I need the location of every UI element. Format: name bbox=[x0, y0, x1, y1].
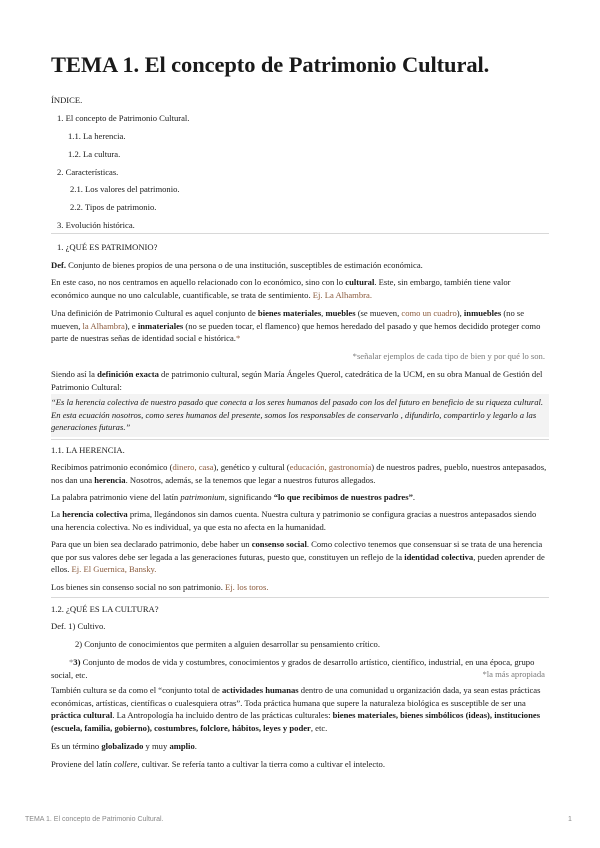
bold-text: 3) bbox=[73, 657, 81, 667]
paragraph-exact-definition bbox=[51, 368, 549, 393]
divider bbox=[51, 233, 549, 234]
text: dentro de una comunidad u organización dada, ya sean estas prácticas económicas, artísticas, científicas o cualesquiera otras”. Toda práctica humana que supere la naturaleza biológica es susceptible de ser una bbox=[51, 685, 541, 708]
paragraph-cultura-2 bbox=[51, 740, 549, 753]
paragraph-herencia-5 bbox=[51, 581, 549, 594]
bold-text: cultural bbox=[345, 277, 375, 287]
asterisk: * bbox=[69, 657, 74, 667]
text: (se mueven, bbox=[355, 308, 402, 318]
bold-text: actividades humanas bbox=[221, 685, 299, 695]
example-note: educación, gastronomía bbox=[289, 462, 372, 472]
text: Siendo así la bbox=[51, 369, 98, 379]
text: En este caso, no nos centramos en aquello relacionado con lo económico, sino con lo bbox=[51, 277, 346, 287]
text: . Este, sin embargo, también tiene valor económico aunque no uno calculable, cuantificable, se trata de sentimiento. bbox=[51, 277, 511, 300]
text: ), genético y cultural ( bbox=[213, 462, 290, 472]
example-note: dinero, casa bbox=[172, 462, 214, 472]
bold-text: herencia bbox=[94, 474, 126, 485]
divider bbox=[51, 439, 549, 440]
text: Una definición de Patrimonio Cultural es aquel conjunto de bbox=[51, 308, 258, 318]
example-note: Ej. El Guernica, Bansky. bbox=[71, 564, 157, 575]
section-heading-patrimonio: 1. ¿QUÉ ES PATRIMONIO? bbox=[57, 242, 158, 252]
bold-text: muebles bbox=[325, 308, 356, 318]
index-item-2-1: 2.1. Los valores del patrimonio. bbox=[70, 184, 180, 194]
text: (no se mueven, bbox=[51, 308, 525, 331]
page-title: TEMA 1. El concepto de Patrimonio Cultural. bbox=[51, 52, 490, 77]
example-note: Ej. La Alhambra. bbox=[312, 289, 372, 300]
index-item-2-2: 2.2. Tipos de patrimonio. bbox=[70, 202, 157, 212]
text: , significando bbox=[224, 492, 274, 502]
text: . bbox=[194, 741, 197, 751]
text: y muy bbox=[143, 741, 170, 751]
definition-paragraph bbox=[51, 259, 549, 272]
definition-2: 2) Conjunto de conocimientos que permiten a alguien desarrollar su pensamiento crítico. bbox=[75, 639, 380, 649]
paragraph-herencia-1 bbox=[51, 461, 549, 486]
index-item-1-2: 1.2. La cultura. bbox=[68, 149, 121, 159]
text: ), e bbox=[124, 320, 138, 331]
text: . bbox=[412, 492, 416, 502]
paragraph-cultura-3 bbox=[51, 758, 549, 771]
bold-text: inmateriales bbox=[137, 320, 184, 331]
text: ), bbox=[456, 308, 464, 318]
text: , pueden aprender de ellos. bbox=[51, 551, 545, 575]
side-note: *señalar ejemplos de cada tipo de bien y por qué lo son. bbox=[352, 351, 545, 361]
index-heading: ÍNDICE. bbox=[51, 95, 83, 105]
bold-text: inmuebles bbox=[463, 308, 502, 318]
index-item-1-1: 1.1. La herencia. bbox=[68, 131, 126, 141]
text: ) de nuestros padres, pueblo, nuestros antepasados, nos dan una bbox=[51, 462, 547, 485]
italic-text: patrimonium bbox=[180, 492, 225, 502]
def-text: Conjunto de bienes propios de una persona o de una institución, susceptibles de estimación económica. bbox=[66, 260, 423, 270]
asterisk: * bbox=[235, 333, 241, 344]
text: La bbox=[51, 509, 63, 519]
text: , etc. bbox=[310, 722, 328, 733]
text: Para que un bien sea declarado patrimonio, debe haber un bbox=[51, 539, 252, 549]
bold-text: “lo que recibimos de nuestros padres” bbox=[273, 492, 413, 502]
text: También cultura se da como el “conjunto total de bbox=[51, 685, 222, 695]
bold-text: bienes materiales, bienes simbólicos (ideas), instituciones (escuela, familia, gobierno), costumbres, folclore, hábitos, leyes y poder bbox=[51, 710, 541, 733]
text: , cultivar. Se refería tanto a cultivar la tierra como a cultivar el intelecto. bbox=[137, 759, 386, 769]
bold-text: definición exacta bbox=[97, 369, 159, 379]
bold-text: bienes materiales bbox=[257, 308, 322, 318]
text: Es un término bbox=[51, 741, 102, 751]
bold-text: consenso social bbox=[251, 539, 307, 549]
paragraph-cultural-value bbox=[51, 276, 549, 301]
text: Conjunto de modos de vida y costumbres, conocimientos y grados de desarrollo artístico, científico, industrial, en una época, grupo social, etc. bbox=[51, 657, 535, 680]
index-item-1: 1. El concepto de Patrimonio Cultural. bbox=[57, 113, 190, 123]
text: Proviene del latín bbox=[51, 759, 114, 769]
text: Los bienes sin consenso social no son patrimonio. bbox=[51, 582, 226, 592]
section-heading-herencia: 1.1. LA HERENCIA. bbox=[51, 445, 125, 455]
text: . La Antropología ha incluido dentro de las prácticas culturales: bbox=[112, 710, 333, 721]
example-note: Ej. los toros. bbox=[225, 582, 269, 592]
quote-block: “Es la herencia colectiva de nuestro pasado que conecta a los seres humanos del pasado con los del futuro en beneficio de su riqueza cultural. En esta ecuación nosotros, como seres humanos del presente, somos los responsables de conservarlo , difundirlo, compartirlo y legarlo a las generaciones futuras.” bbox=[51, 394, 549, 437]
divider bbox=[51, 597, 549, 598]
paragraph-herencia-4 bbox=[51, 538, 549, 576]
footer-title: TEMA 1. El concepto de Patrimonio Cultural. bbox=[25, 816, 164, 823]
index-item-2: 2. Características. bbox=[57, 167, 119, 177]
italic-text: collere bbox=[113, 759, 138, 769]
bold-text: herencia colectiva bbox=[62, 509, 128, 519]
example-note: como un cuadro bbox=[401, 308, 457, 318]
def-label: Def. bbox=[51, 260, 67, 270]
section-heading-cultura: 1.2. ¿QUÉ ES LA CULTURA? bbox=[51, 604, 159, 614]
bold-text: globalizado bbox=[101, 741, 144, 751]
paragraph-definition-patrimonio bbox=[51, 307, 549, 345]
example-note: la Alhambra bbox=[82, 320, 125, 331]
definition-3-note: *la más apropiada bbox=[482, 669, 545, 679]
bold-text: amplio bbox=[169, 741, 195, 751]
paragraph-cultura-1 bbox=[51, 684, 549, 734]
bold-text: identidad colectiva bbox=[404, 551, 474, 562]
paragraph-herencia-3 bbox=[51, 508, 549, 533]
definition-1: Def. 1) Cultivo. bbox=[51, 621, 106, 631]
text: , bbox=[321, 308, 326, 318]
index-item-3: 3. Evolución histórica. bbox=[57, 220, 135, 230]
footer-page-number: 1 bbox=[568, 816, 572, 823]
text: Recibimos patrimonio económico ( bbox=[51, 462, 173, 472]
text: (no se pueden tocar, el flamenco) que hemos heredado del pasado y que hemos decidido proteger como parte de nuestras señas de identidad social e histórica. bbox=[51, 320, 541, 344]
text: . Nosotros, además, se la tenemos que legar a nuestros futuros allegados. bbox=[125, 474, 376, 485]
text: La palabra patrimonio viene del latín bbox=[51, 492, 181, 502]
text: . Como colectivo tenemos que consensuar si se trata de una herencia que por sus valores debe ser legada a las generaciones futuras, puesto que, constituyen un reflejo de la bbox=[51, 539, 543, 562]
paragraph-herencia-2 bbox=[51, 491, 549, 504]
bold-text: práctica cultural bbox=[51, 710, 113, 721]
text: de patrimonio cultural, según María Ángeles Querol, catedrática de la UCM, en su obra Manual de Gestión del Patrimonio Cultural: bbox=[51, 369, 543, 392]
text: prima, llegándonos sin damos cuenta. Nuestra cultura y patrimonio se configura gracias a nuestros antepasados siendo una herencia colectiva. No es individual, ya que esta no afecta en la humanidad. bbox=[51, 509, 537, 532]
